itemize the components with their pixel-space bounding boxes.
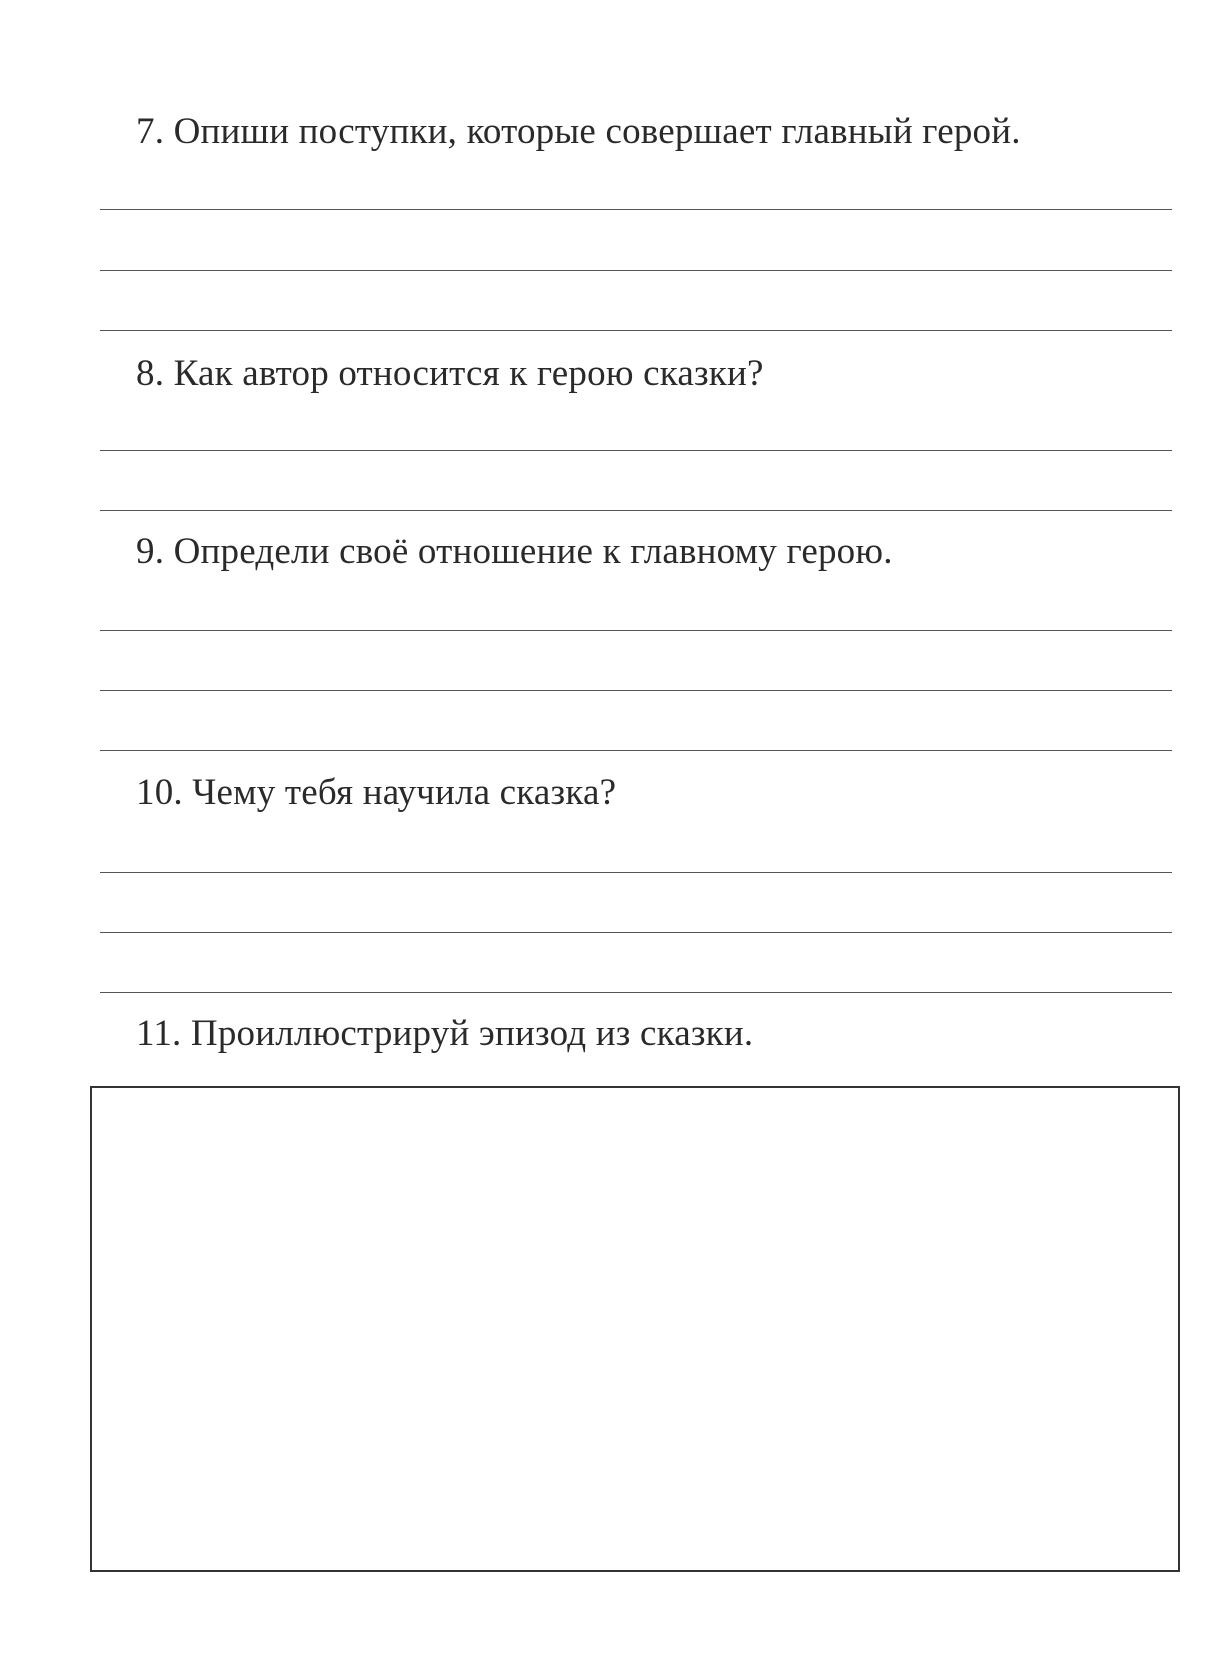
answer-line[interactable]: [100, 630, 1172, 631]
question-9: 9. Определи своё отношение к главному герою.: [136, 531, 893, 572]
question-10: 10. Чему тебя научила сказка?: [136, 772, 617, 813]
question-7: 7. Опиши поступки, которые совершает главный герой.: [136, 111, 1021, 152]
illustration-box[interactable]: [90, 1086, 1180, 1572]
answer-line[interactable]: [100, 450, 1172, 451]
answer-line[interactable]: [100, 872, 1172, 873]
answer-line[interactable]: [100, 209, 1172, 210]
answer-line[interactable]: [100, 330, 1172, 331]
answer-line[interactable]: [100, 510, 1172, 511]
answer-line[interactable]: [100, 270, 1172, 271]
answer-line[interactable]: [100, 750, 1172, 751]
answer-line[interactable]: [100, 690, 1172, 691]
answer-line[interactable]: [100, 992, 1172, 993]
answer-line[interactable]: [100, 932, 1172, 933]
question-11: 11. Проиллюстрируй эпизод из сказки.: [136, 1013, 754, 1054]
question-8: 8. Как автор относится к герою сказки?: [136, 353, 764, 394]
